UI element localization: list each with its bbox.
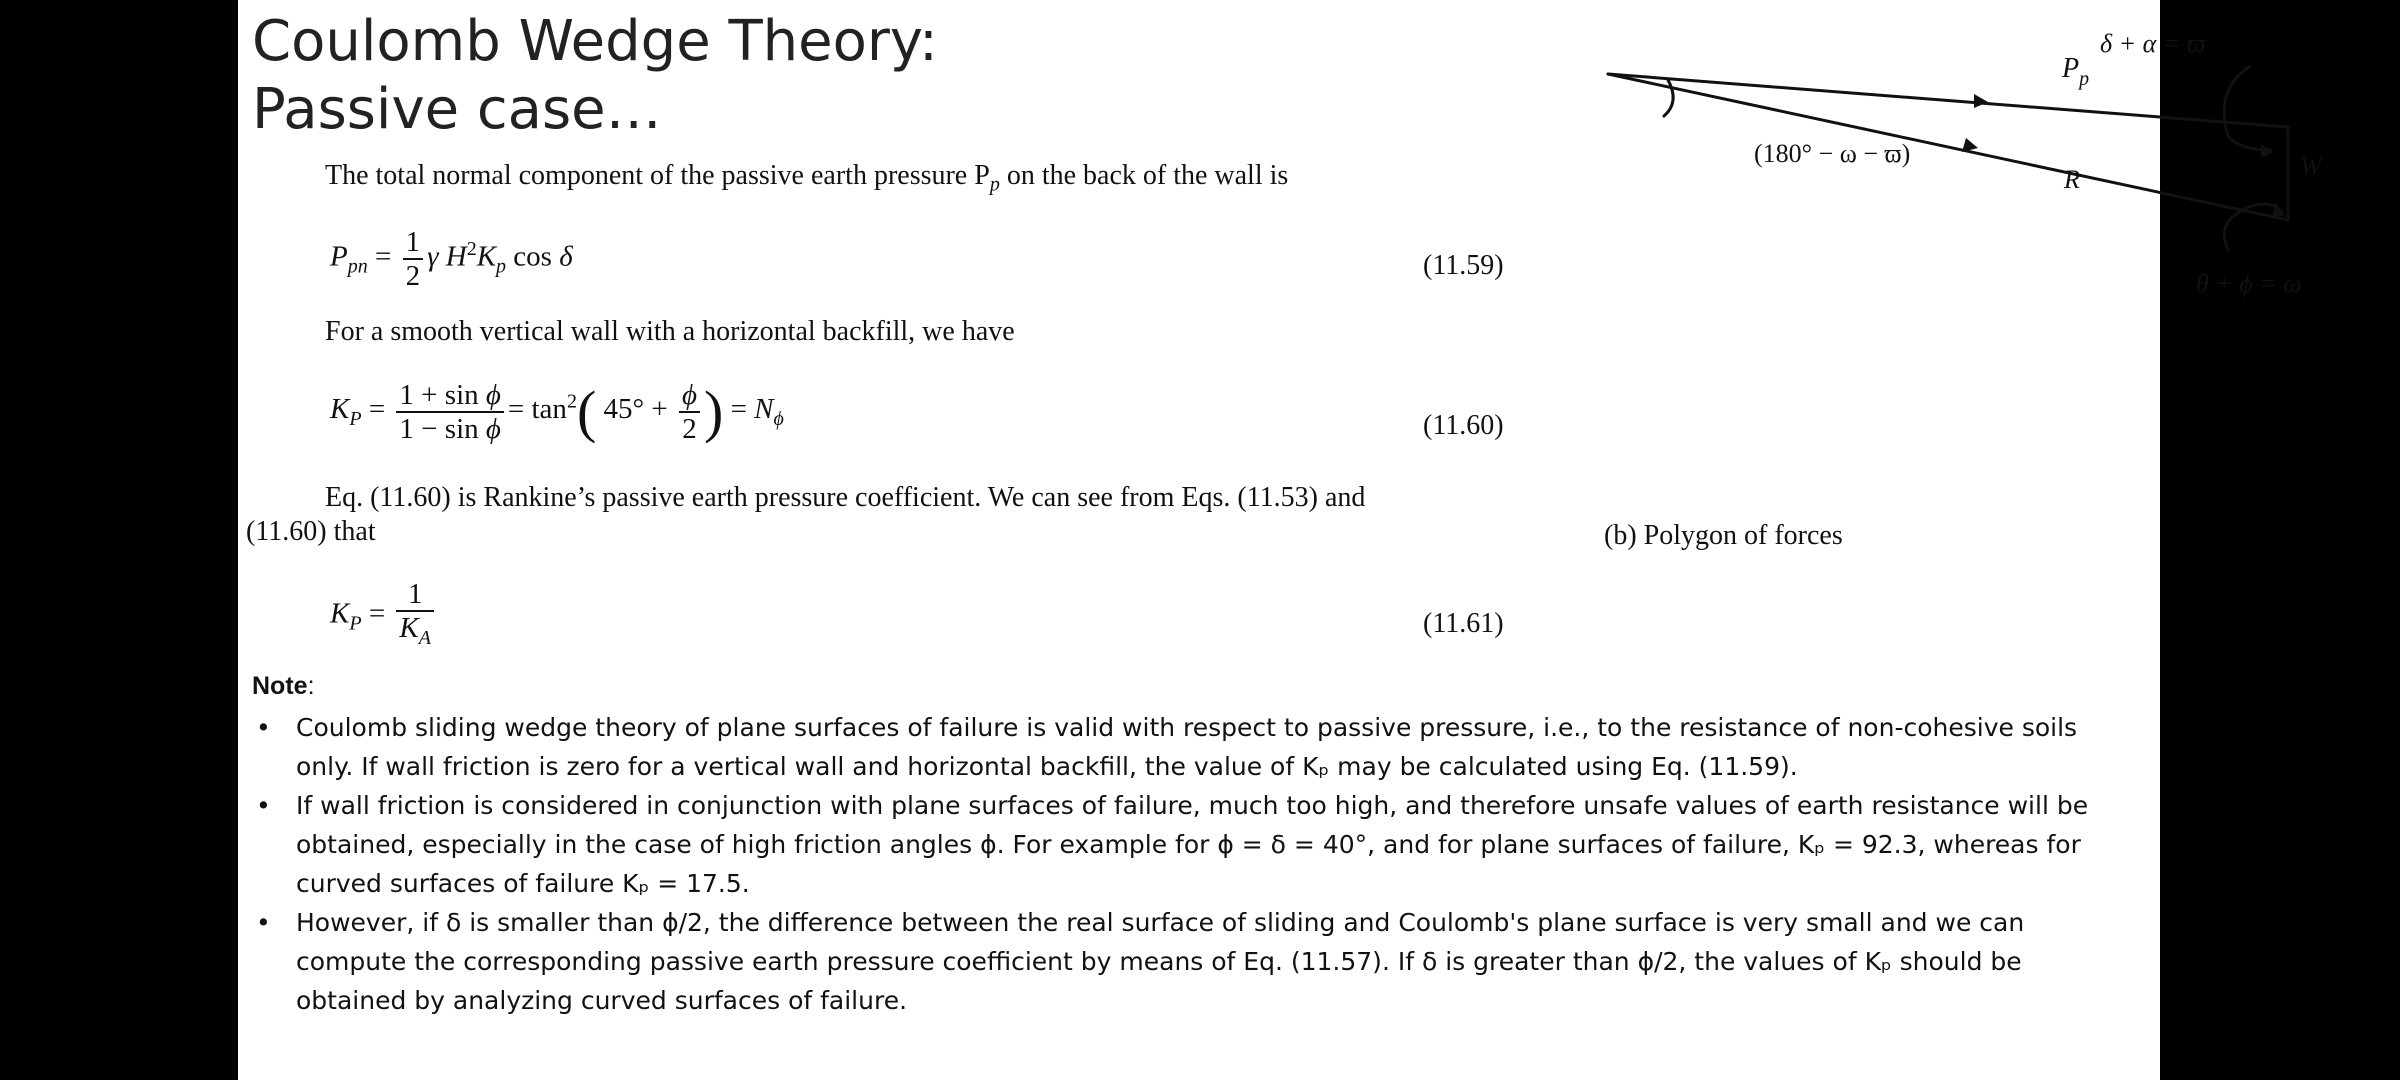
figure-caption: (b) Polygon of forces [1604,520,1843,551]
note-text: If wall friction is considered in conjunction with plane surfaces of failure, much too high, and therefore unsafe values of earth resistance will be obtained, especially in the case of high friction angles ϕ. For example for ϕ = δ = 40°, and for plane surfaces of failure, Kₚ = 92.3, whereas for curved surfaces of failure Kₚ = 17.5. [296,791,2089,898]
w-arrowhead-bottom [2272,202,2283,216]
smooth-wall-text: For a smooth vertical wall with a horizontal backfill, we have [325,316,1015,347]
intro-text: The total normal component of the passive earth pressure P [325,160,990,191]
equation-number-11-61: (11.61) [1423,608,1504,639]
notes-list [252,708,2132,1020]
note-item: • If wall friction is considered in conjunction with plane surfaces of failure, much too high, and therefore unsafe values of earth resistance will be obtained, especially in the case of high friction angles ϕ. For example for ϕ = δ = 40°, and for plane surfaces of failure, Kₚ = 92.3, whereas for curved surfaces of failure Kₚ = 17.5. [256,791,2089,898]
title-line-2: Passive case… [252,77,662,142]
label-angle: (180° − ω − ϖ) [1754,139,1911,168]
note-text: Coulomb sliding wedge theory of plane surfaces of failure is valid with respect to passive pressure, i.e., to the resistance of non-cohesive soils only. If wall friction is zero for a vertical wall and horizontal backfill, the value of Kₚ may be calculated using Eq. (11.59). [296,713,2078,781]
pointer-top [2224,66,2270,150]
title-line-1: Coulomb Wedge Theory: [252,9,938,74]
equation-11-60: $K_P$ = $\frac{\text{1 + sin ϕ}}{\text{1 − sin ϕ}}$ = $\tan^2$( 45° + $\frac{\phi}{2}$ ) = $N_\phi$ [330,378,784,445]
label-w: W [2300,152,2322,181]
equation-number-11-60: (11.60) [1423,410,1504,441]
intro-subscript: p [989,173,1000,196]
label-pp: $P_p$ [2062,53,2090,90]
slide [238,0,2322,1080]
note-item: • Coulomb sliding wedge theory of plane surfaces of failure is valid with respect to passive pressure, i.e., to the resistance of non-cohesive soils only. If wall friction is zero for a vertical wall and horizontal backfill, the value of Kₚ may be calculated using Eq. (11.59). [256,713,2078,781]
pp-force-line-display [1608,74,2288,127]
note-text: However, if δ is smaller than ϕ/2, the difference between the real surface of sliding and Coulomb's plane surface is very small and we can compute the corresponding passive earth pressure coefficient by means of Eq. (11.57). If δ is greater than ϕ/2, the values of Kₚ should be obtained by analyzing curved surfaces of failure. [296,908,2025,1015]
w-arrowhead-top [2261,144,2273,158]
rankine-text-line-2: (11.60) that [246,516,376,547]
r-arrowhead [1962,138,1978,152]
intro-tail: on the back of the wall is [999,160,1289,191]
intro-paragraph [325,160,1288,197]
label-top: δ + α = ϖ [2100,29,2206,58]
equation-number-11-59: (11.59) [1423,250,1504,281]
rankine-text-line-1: Eq. (11.60) is Rankine’s passive earth pressure coefficient. We can see from Eqs. (11.53) and [325,482,1366,513]
equation-11-59: $P_{pn}$ = $\frac{1}{2}$ γ $H^2K_p$ cos δ [330,226,573,292]
label-bottom: θ + ϕ = ω [2196,269,2302,298]
polygon-of-forces-main [1538,10,2322,310]
reaction-line-r [1608,74,2288,220]
equation-11-61: $K_P$ = $\frac{1}{K_A}$ [330,578,438,654]
note-label: Note: [252,672,315,700]
pp-arrowhead [1974,94,1988,108]
label-r: R [2064,165,2080,194]
note-item: • However, if δ is smaller than ϕ/2, the difference between the real surface of sliding and Coulomb's plane surface is very small and we can compute the corresponding passive earth pressure coefficient by means of Eq. (11.57). If δ is greater than ϕ/2, the values of Kₚ should be obtained by analyzing curved surfaces of failure. [256,908,2025,1015]
slide-title [252,8,938,144]
